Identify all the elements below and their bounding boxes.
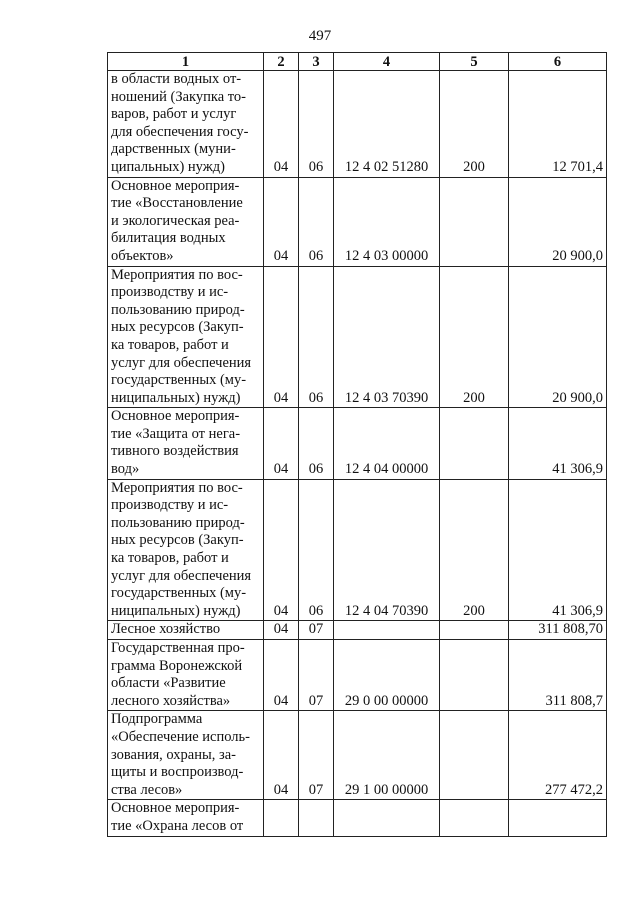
table-row <box>108 640 607 711</box>
column-header-2: 2 <box>264 53 299 71</box>
row-name: в области водных от- ношений (Закупка то- варов, работ и услуг для обеспечения госу- дарственных (муни- ципальных) нужд) <box>108 71 264 178</box>
row-amount: 20 900,0 <box>509 177 607 266</box>
row-target-code <box>334 800 440 836</box>
row-section: 04 <box>264 640 299 711</box>
column-header-4: 4 <box>334 53 440 71</box>
table-row <box>108 711 607 800</box>
page-number: 497 <box>308 28 332 44</box>
row-section: 04 <box>264 479 299 621</box>
table-row <box>108 800 607 836</box>
row-subsection: 06 <box>299 71 334 178</box>
budget-table <box>107 52 607 837</box>
row-section: 04 <box>264 266 299 408</box>
table-row <box>108 266 607 408</box>
row-subsection <box>299 800 334 836</box>
row-name: Основное мероприя- тие «Защита от нега- тивного воздействия вод» <box>108 408 264 479</box>
row-section: 04 <box>264 621 299 640</box>
row-subsection: 06 <box>299 408 334 479</box>
row-subsection: 06 <box>299 479 334 621</box>
row-target-code: 12 4 03 70390 <box>334 266 440 408</box>
table-row <box>108 479 607 621</box>
row-name: Государственная про- грамма Воронежской области «Развитие лесного хозяйства» <box>108 640 264 711</box>
row-target-code: 12 4 03 00000 <box>334 177 440 266</box>
row-amount: 277 472,2 <box>509 711 607 800</box>
row-target-code: 12 4 04 70390 <box>334 479 440 621</box>
row-amount: 12 701,4 <box>509 71 607 178</box>
row-expense-type <box>440 408 509 479</box>
row-section: 04 <box>264 408 299 479</box>
row-name: Основное мероприя- тие «Охрана лесов от <box>108 800 264 836</box>
table-header-row <box>108 53 607 71</box>
table-row <box>108 408 607 479</box>
column-header-6: 6 <box>509 53 607 71</box>
row-name: Мероприятия по вос- производству и ис- пользованию природ- ных ресурсов (Закуп- ка товаров, работ и услуг для обеспечения государственных (му- ниципальных) нужд) <box>108 266 264 408</box>
row-expense-type: 200 <box>440 71 509 178</box>
row-subsection: 07 <box>299 640 334 711</box>
table-row <box>108 177 607 266</box>
row-section <box>264 800 299 836</box>
row-subsection: 06 <box>299 177 334 266</box>
row-expense-type: 200 <box>440 479 509 621</box>
row-expense-type <box>440 640 509 711</box>
row-name: Подпрограмма «Обеспечение исполь- зования, охраны, за- щиты и воспроизвод- ства лесов» <box>108 711 264 800</box>
row-amount: 20 900,0 <box>509 266 607 408</box>
column-header-5: 5 <box>440 53 509 71</box>
row-target-code: 12 4 02 51280 <box>334 71 440 178</box>
row-name: Основное мероприя- тие «Восстановление и экологическая реа- билитация водных объектов» <box>108 177 264 266</box>
row-expense-type <box>440 621 509 640</box>
row-subsection: 07 <box>299 621 334 640</box>
row-expense-type <box>440 800 509 836</box>
row-target-code: 29 0 00 00000 <box>334 640 440 711</box>
row-subsection: 06 <box>299 266 334 408</box>
row-target-code: 29 1 00 00000 <box>334 711 440 800</box>
row-amount: 311 808,7 <box>509 640 607 711</box>
row-amount: 311 808,70 <box>509 621 607 640</box>
row-amount: 41 306,9 <box>509 408 607 479</box>
table-row <box>108 621 607 640</box>
row-amount <box>509 800 607 836</box>
table-row <box>108 71 607 178</box>
row-name: Мероприятия по вос- производству и ис- пользованию природ- ных ресурсов (Закуп- ка товаров, работ и услуг для обеспечения государственных (му- ниципальных) нужд) <box>108 479 264 621</box>
row-expense-type <box>440 177 509 266</box>
row-amount: 41 306,9 <box>509 479 607 621</box>
row-target-code <box>334 621 440 640</box>
row-section: 04 <box>264 177 299 266</box>
column-header-3: 3 <box>299 53 334 71</box>
row-target-code: 12 4 04 00000 <box>334 408 440 479</box>
row-subsection: 07 <box>299 711 334 800</box>
row-section: 04 <box>264 711 299 800</box>
column-header-1: 1 <box>108 53 264 71</box>
row-expense-type: 200 <box>440 266 509 408</box>
row-section: 04 <box>264 71 299 178</box>
row-expense-type <box>440 711 509 800</box>
row-name: Лесное хозяйство <box>108 621 264 640</box>
